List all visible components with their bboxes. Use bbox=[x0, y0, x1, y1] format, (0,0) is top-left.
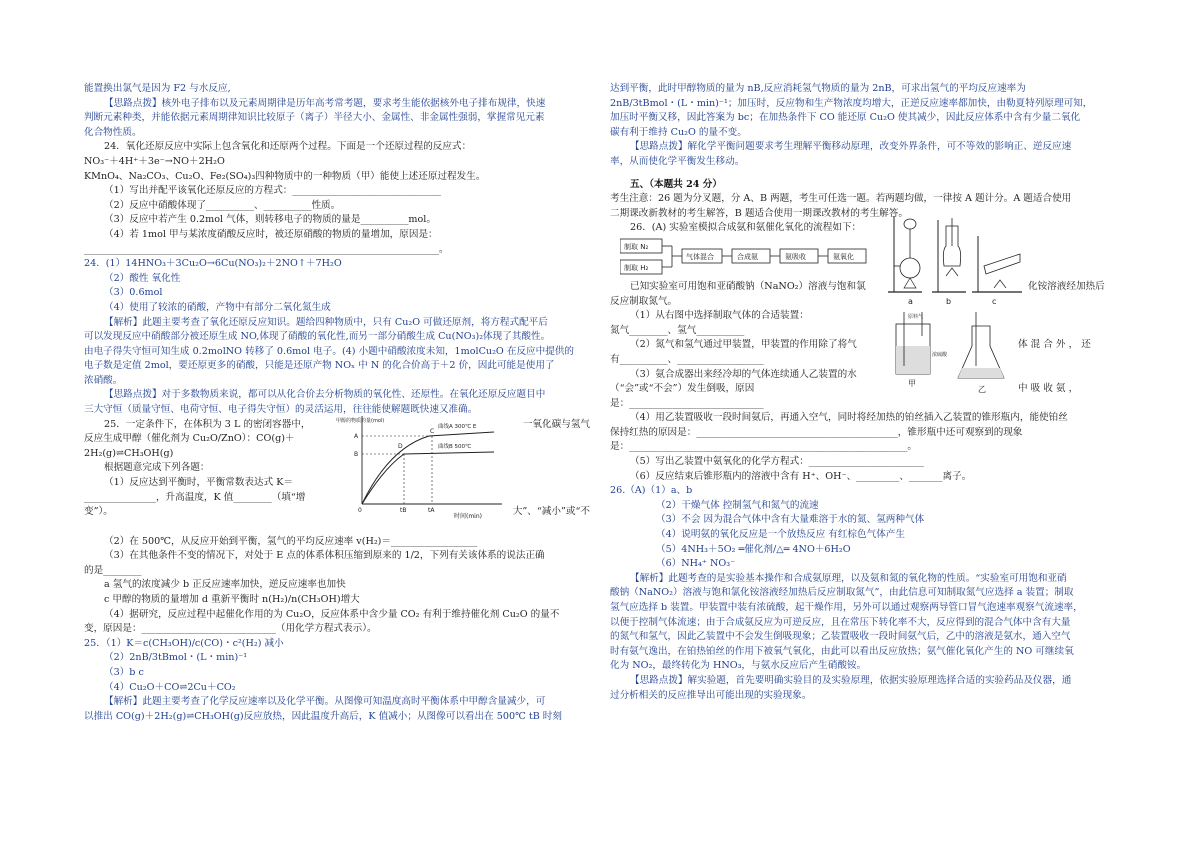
right3-line: 【思路点拨】解实验题，首先要明确实验目的及实验原理，依据实验原理选择合适的实验药品及仪器，通 bbox=[630, 674, 1072, 686]
q25-line-d: 根据题意完成下列各题： bbox=[104, 462, 210, 474]
right1-line: 26．(A) 实验室模拟合成氨和氨催化氧化的流程如下： bbox=[630, 222, 862, 234]
left-paragraphs bbox=[84, 82, 590, 418]
right-paragraphs-2 bbox=[610, 411, 1130, 703]
right2-line: （“会”或“不会”）发生倒吸，原因 bbox=[610, 383, 755, 395]
left2-line: （3）在其他条件不变的情况下，对处于 E 点的体系体积压缩到原来的 1/2，下列有关该体系的说法正确 bbox=[104, 550, 545, 562]
right3-line: 的氮气和氢气，因此乙装置中不会发生倒吸现象；乙装置吸收一段时间氨气后，乙中的溶液是氨水，通入空气 bbox=[610, 631, 1071, 643]
right3-line: 以便于控制气体流速；由于合成氨反应为可逆反应，且在常压下转化率不大，反应得到的混合气体中含有大量 bbox=[610, 616, 1071, 628]
left-line: 电子数是定值 2mol，要还原更多的硝酸，只能是还原产物 NOₓ 中 N 的化合价高于＋2 价，因此可能是使用了 bbox=[84, 360, 555, 372]
left-line: 判断元素种类，并能依据元素周期律知识比较原子（离子）半径大小、金属性、非金属性强弱，掌握常见元素 bbox=[84, 112, 545, 124]
q25-line-a-right: 一氧化碳与氢气 bbox=[522, 418, 590, 430]
right3-line: （3）不会 因为混合气体中含有大量难溶于水的氮、氢两种气体 bbox=[656, 514, 925, 526]
left-line: NO₃⁻＋4H⁺＋3e⁻→NO＋2H₂O bbox=[84, 155, 225, 167]
flow-chart bbox=[620, 238, 880, 278]
question-25-block bbox=[84, 418, 590, 535]
q25-line-f: _______________，升高温度，K 值________（填“增 bbox=[84, 491, 306, 503]
right3-line: 酸钠（NaNO₂）溶液与饱和氯化铵溶液经加热后反应制取氮气”，由此信息可知制取氮气应选择 a 装置；制取 bbox=[610, 587, 1074, 599]
right3-line: （4）用乙装置吸收一段时间氨后，再通入空气，同时将经加热的铂丝插入乙装置的锥形瓶内，能使铂丝 bbox=[630, 412, 1068, 424]
flow-mix: 气体混合 bbox=[686, 252, 714, 261]
left2-line: 的是________ bbox=[84, 564, 142, 576]
left-line: 浓硝酸。 bbox=[84, 374, 123, 386]
right3-line: （6）反应结束后锥形瓶内的溶液中含有 H⁺、OH⁻、_________、_______离子。 bbox=[630, 470, 972, 482]
apparatus-a: a bbox=[908, 296, 913, 306]
q26-side-b: 体 混 合 外 ， 还 bbox=[1018, 338, 1091, 350]
right2-line: 反应制取氮气。 bbox=[610, 295, 678, 307]
flow-absorb: 氨吸收 bbox=[785, 252, 806, 261]
right1-line: 率，从而使化学平衡发生移动。 bbox=[610, 155, 745, 167]
q25-line-e: （1）反应达到平衡时，平衡常数表达式 K＝ bbox=[104, 477, 294, 489]
left-line: 化合物性质。 bbox=[84, 126, 142, 138]
right1-line: 碳有利于维持 Cu₂O 的量不变。 bbox=[610, 126, 747, 138]
right3-line: （4）说明氨的氧化反应是一个放热反应 有红棕色气体产生 bbox=[656, 529, 905, 541]
x-tick-tb: tB bbox=[400, 506, 407, 514]
x-tick-0: 0 bbox=[358, 506, 362, 514]
q25-line-f-right: 大”、“减小”或“不 bbox=[512, 505, 590, 517]
left-line: （4）使用了较浓的硝酸，产物中有部分二氧化氮生成 bbox=[104, 301, 331, 313]
q25-line-a: 25．一定条件下，在体积为 3 L 的密闭容器中， bbox=[104, 418, 311, 430]
q26-side-c: 中 吸 收 氨 ， bbox=[1018, 382, 1079, 394]
curve-a-label: 曲线A 300℃ E bbox=[438, 423, 477, 430]
right2-line: （3）氨合成器出来经冷却的气体连续通人乙装置的水 bbox=[630, 368, 857, 380]
left-line: 三大守恒（质量守恒、电荷守恒、电子得失守恒）的灵活运用，往往能使解题既快速又准确。 bbox=[84, 404, 478, 416]
q26-text bbox=[610, 280, 910, 411]
left-line: （3）0.6mol bbox=[104, 287, 163, 299]
left-line: 【解析】此题主要考查了氧化还原反应知识。题给四种物质中，只有 Cu₂O 可做还原剂，将方程式配平后 bbox=[104, 316, 548, 328]
flow-synth: 合成氨 bbox=[737, 252, 758, 261]
right1-line: 达到平衡，此时甲醇物质的量为 nB,反应消耗氢气物质的量为 2nB，可求出氢气的平均反应速率为 bbox=[610, 83, 1026, 94]
graph-xlabel: 时间(min) bbox=[454, 512, 482, 520]
right2-line: 有__________、__________________ bbox=[610, 353, 764, 365]
right3-line: （6）NH₄⁺ NO₃⁻ bbox=[656, 558, 736, 570]
flow-diagram bbox=[610, 236, 1130, 280]
right1-line: 加压时平衡又移，因此答案为 bc；在加热条件下 CO 能还原 Cu₂O 使其减少，因此反应体系中含有少量二氧化 bbox=[610, 112, 1081, 124]
left-line: （1）写出并配平该氧化还原反应的方程式：_______________________________ bbox=[104, 185, 442, 197]
left2-line: （4）Cu₂O＋CO⇌2Cu＋CO₂ bbox=[104, 681, 236, 693]
left2-line: （3）b c bbox=[104, 667, 144, 678]
left-column bbox=[84, 82, 590, 724]
right2-line: （2）氮气和氢气通过甲装置，甲装置的作用除了将气 bbox=[630, 339, 857, 351]
graph-ylabel: 甲醇的物质的量(mol) bbox=[336, 417, 385, 424]
left2-line: （4）据研究，反应过程中起催化作用的为 Cu₂O，反应体系中含少量 CO₂ 有利于维持催化剂 Cu₂O 的量不 bbox=[104, 608, 560, 620]
question-26-block bbox=[610, 280, 1130, 411]
x-tick-ta: tA bbox=[428, 506, 435, 514]
left-line: 可以发现反应中硝酸部分被还原生成 NO,体现了硝酸的氧化性,而另一部分硝酸生成 Cu(NO₃)₂体现了其酸性。 bbox=[84, 331, 551, 343]
left-line: 【思路点拨】核外电子排布以及元素周期律是历年高考常考题，要求考生能依据核外电子排布规律，快速 bbox=[104, 97, 546, 109]
left2-line: 以推出 CO(g)＋2H₂(g)⇌CH₃OH(g)反应放热，因此温度升高后，K 值减小；从图像可以看出在 500℃ tB 时刻 bbox=[84, 710, 562, 722]
right1-line: 【思路点拨】解化学平衡问题要求考生理解平衡移动原理，改变外界条件，可不等效的影响正、逆反应速 bbox=[630, 141, 1072, 153]
left-line: （2）反应中硝酸体现了__________、__________性质。 bbox=[104, 199, 341, 211]
left-line: 24．氧化还原反应中实际上包含氧化和还原两个过程。下面是一个还原过程的反应式： bbox=[104, 141, 472, 153]
curve-b-label: 曲线B 500℃ bbox=[438, 443, 472, 450]
right3-line: 26.（A)（1）a、b bbox=[610, 485, 693, 497]
apparatus-c: c bbox=[992, 296, 997, 306]
right3-line: 是：__________________________________________________________。 bbox=[610, 441, 917, 453]
right3-line: （5）写出乙装置中氨氧化的化学方程式：________________________ bbox=[630, 456, 924, 468]
point-c: C bbox=[430, 427, 435, 435]
q25-line-g: 变”）。 bbox=[84, 506, 113, 518]
label-feed-gas: 原料气 bbox=[908, 313, 924, 320]
flow-h2: 制取 H₂ bbox=[624, 263, 649, 272]
right3-line: 【解析】此题考查的是实验基本操作和合成氨原理，以及氨和氮的氧化物的性质。“实验室可用饱和亚硝 bbox=[630, 572, 1067, 584]
point-b-label: B bbox=[354, 450, 359, 458]
left2-line: （2）2nB/3tBmol・(L・min)⁻¹ bbox=[104, 652, 248, 664]
left-line: 由电子得失守恒可知生成 0.2molNO 转移了 0.6mol 电子。(4) 小题中硝酸浓度未知，1molCu₂O 在反应中提供的 bbox=[84, 345, 575, 357]
left-line: KMnO₄、Na₂CO₃、Cu₂O、Fe₂(SO₄)₃四种物质中的一种物质（甲）能使上述还原过程发生。 bbox=[84, 170, 486, 182]
left2-line: （2）在 500℃，从反应开始到平衡，氢气的平均反应速率 v(H₂)＝__________________ bbox=[104, 535, 478, 547]
right1-line bbox=[610, 170, 1130, 178]
apparatus-figure bbox=[886, 206, 1026, 410]
right3-line: 化为 NO₂，最终转化为 HNO₃，与氨水反应后产生硝酸铵。 bbox=[610, 660, 867, 672]
right1-line: 二期课改新教材的考生解答，B 题适合使用一期课改教材的考生解答。 bbox=[610, 207, 908, 219]
q26-side-a: 化铵溶液经加热后 bbox=[1028, 280, 1105, 292]
right1-line: 2nB/3tBmol・(L・min)⁻¹；加压时，反应物和生产物浓度均增大，正逆反应速率都加快，由勒夏特列原理可知， bbox=[610, 97, 1093, 109]
right1-line: 五、（本题共 24 分） bbox=[630, 178, 722, 190]
right-column bbox=[610, 82, 1130, 703]
left-line: 24．(1）14HNO₃＋3Cu₂O→6Cu(NO₃)₂＋2NO↑＋7H₂O bbox=[84, 258, 342, 270]
right3-line: （2）干燥气体 控制氢气和氮气的流速 bbox=[656, 499, 819, 511]
left2-line: 25．（1）K＝c(CH₃OH)/c(CO)・c²(H₂) 减小 bbox=[84, 637, 284, 649]
right2-line: 是：____________________________ bbox=[610, 397, 764, 409]
left-paragraphs-2 bbox=[84, 535, 590, 725]
right3-line: 过分析相关的反应推导出可能出现的实验现象。 bbox=[610, 689, 812, 701]
flow-n2: 制取 N₂ bbox=[624, 242, 649, 251]
left-line: （4）若 1mol 甲与某浓度硝酸反应时，被还原硝酸的物质的量增加，原因是： bbox=[104, 228, 438, 240]
q25-line-b: 反应生成甲醇（催化剂为 Cu₂O/ZnO）：CO(g)＋ bbox=[84, 433, 295, 445]
left2-line: a 氢气的浓度减少 b 正反应速率加快，逆反应速率也加快 bbox=[104, 579, 346, 591]
apparatus-jia: 甲 bbox=[908, 378, 916, 388]
right-paragraphs bbox=[610, 82, 1130, 236]
right1-line: 考生注意：26 题为分叉题，分 A、B 两题，考生可任选一题。若两题均做，一律按 A 题计分。A 题适合使用 bbox=[610, 193, 1072, 205]
q25-line-c: 2H₂(g)⇌CH₃OH(g) bbox=[84, 447, 174, 459]
left-line: __________________________________________________________________________。 bbox=[84, 243, 449, 255]
point-a-label: A bbox=[354, 432, 359, 440]
apparatus-b: b bbox=[946, 296, 952, 306]
right2-line: 氮气________、氢气__________ bbox=[610, 324, 745, 336]
left-line: （2）酸性 氧化性 bbox=[104, 272, 181, 284]
right3-line: 氢气应选择 b 装置。甲装置中装有浓硫酸，起干燥作用，另外可以通过观察两导管口冒气泡速率观察气流速率， bbox=[610, 602, 1083, 613]
left-line: 【思路点拨】对于多数物质来说，都可以从化合价去分析物质的氧化性、还原性。在氧化还原反应题目中 bbox=[104, 389, 546, 401]
left2-line: 【解析】此题主要考查了化学反应速率以及化学平衡。从图像可知温度高时平衡体系中甲醇含量减少，可 bbox=[104, 696, 546, 708]
label-conc-h2so4: 浓硫酸 bbox=[932, 351, 948, 358]
flow-oxidize: 氨氧化 bbox=[833, 252, 854, 261]
right2-line: （1）从右图中选择制取气体的合适装置： bbox=[630, 310, 809, 322]
point-d: D bbox=[398, 442, 403, 450]
left-line: （3）反应中若产生 0.2mol 气体，则转移电子的物质的量是__________mol。 bbox=[104, 214, 436, 226]
left-line: 能置换出氯气是因为 F2 与水反应, bbox=[84, 83, 231, 94]
apparatus-yi: 乙 bbox=[978, 384, 986, 394]
left2-line: 变，原因是：____________________________（用化学方程式表示）。 bbox=[84, 623, 377, 635]
methanol-graph bbox=[334, 408, 512, 526]
right3-line: 保持红热的原因是：__________________________________________，锥形瓶中还可观察到的现象 bbox=[610, 426, 1023, 438]
right3-line: （5）4NH₃＋5O₂ ═催化剂/△═ 4NO＋6H₂O bbox=[656, 543, 851, 555]
right2-line: 已知实验室可用饱和亚硝酸钠（NaNO₂）溶液与饱和氯 bbox=[630, 280, 866, 292]
left2-line: c 甲醇的物质的量增加 d 重新平衡时 n(H₂)/n(CH₃OH)增大 bbox=[104, 594, 360, 606]
right3-line: 时有氨气逸出，在铂热铂丝的作用下被氧气氧化，由此可以看出反应放热；氨气催化氧化产生的 NO 可继续氧 bbox=[610, 645, 1074, 657]
